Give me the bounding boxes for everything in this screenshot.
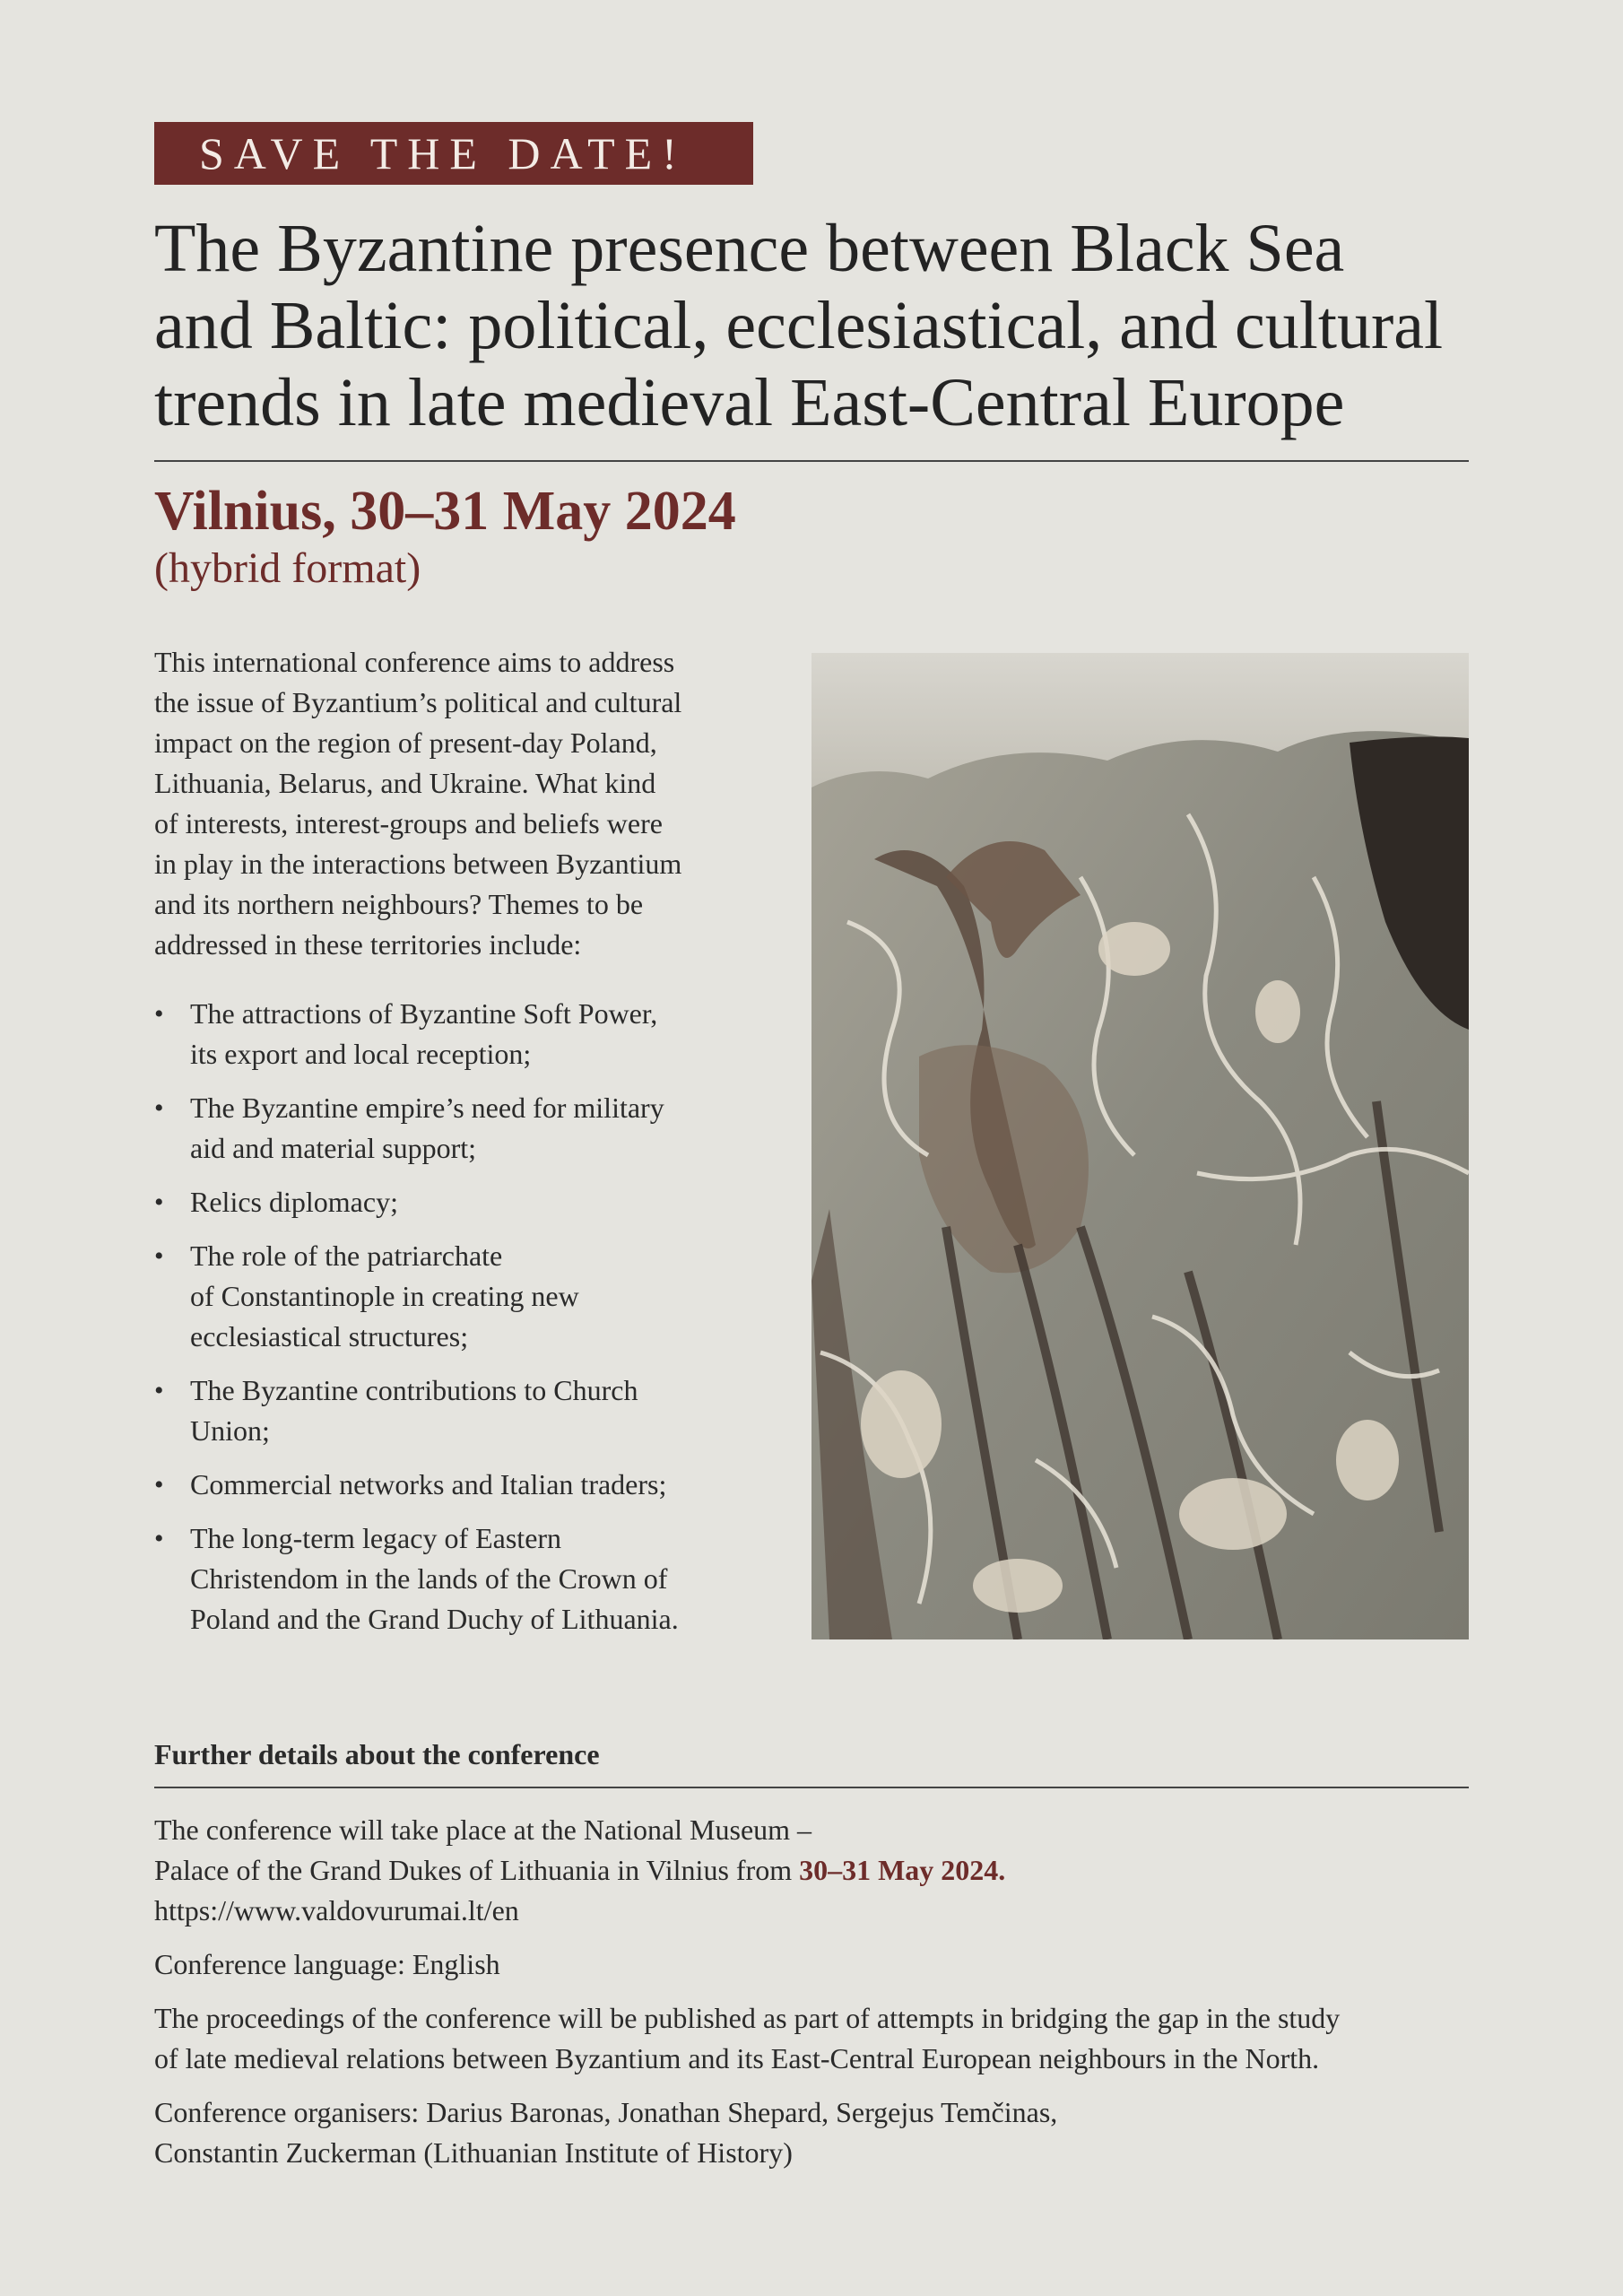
theme-line: The long-term legacy of Eastern bbox=[190, 1522, 562, 1554]
theme-line: Commercial networks and Italian traders; bbox=[190, 1468, 667, 1500]
venue-url[interactable]: https://www.valdovurumai.lt/en bbox=[154, 1894, 519, 1926]
bullet: • bbox=[154, 1241, 164, 1271]
divider bbox=[154, 460, 1469, 462]
theme-line: Poland and the Grand Duchy of Lithuania. bbox=[190, 1603, 679, 1635]
list-item bbox=[154, 1182, 782, 1222]
venue-date: 30–31 May 2024. bbox=[799, 1854, 1006, 1886]
intro-line: This international conference aims to address bbox=[154, 646, 675, 678]
theme-line: its export and local reception; bbox=[190, 1038, 532, 1070]
conference-title bbox=[154, 210, 1481, 441]
theme-line: Christendom in the lands of the Crown of bbox=[190, 1562, 668, 1595]
venue-line: Palace of the Grand Dukes of Lithuania in Vilnius from bbox=[154, 1854, 800, 1886]
list-item bbox=[154, 994, 782, 1074]
proceedings-paragraph bbox=[154, 1998, 1469, 2079]
bullet: • bbox=[154, 1376, 164, 1405]
list-item bbox=[154, 1088, 782, 1169]
intro-line: addressed in these territories include: bbox=[154, 928, 582, 961]
venue-line: The conference will take place at the National Museum – bbox=[154, 1813, 812, 1846]
proceedings-line: of late medieval relations between Byzantium and its East-Central European neighbours in the North. bbox=[154, 2042, 1320, 2074]
theme-line: aid and material support; bbox=[190, 1132, 477, 1164]
bullet: • bbox=[154, 1187, 164, 1217]
intro-line: and its northern neighbours? Themes to be bbox=[154, 888, 644, 920]
proceedings-line: The proceedings of the conference will be published as part of attempts in bridging the gap in the study bbox=[154, 2002, 1341, 2034]
intro-line: Lithuania, Belarus, and Ukraine. What kind bbox=[154, 767, 656, 799]
intro-line: the issue of Byzantium’s political and cultural bbox=[154, 686, 682, 718]
organisers-paragraph bbox=[154, 2092, 1469, 2173]
theme-line: The Byzantine empire’s need for military bbox=[190, 1091, 664, 1124]
details-section bbox=[154, 1810, 1469, 2187]
themes-list bbox=[154, 994, 782, 1653]
bullet: • bbox=[154, 999, 164, 1029]
intro-line: of interests, interest-groups and beliefs were bbox=[154, 807, 663, 839]
intro-line: in play in the interactions between Byzantium bbox=[154, 848, 682, 880]
theme-line: The attractions of Byzantine Soft Power, bbox=[190, 997, 658, 1030]
title-line: The Byzantine presence between Black Sea bbox=[154, 211, 1345, 286]
theme-line: The role of the patriarchate bbox=[190, 1239, 503, 1272]
save-the-date-banner: SAVE THE DATE! bbox=[154, 122, 753, 185]
list-item bbox=[154, 1518, 782, 1639]
bullet: • bbox=[154, 1470, 164, 1500]
fresco-icon bbox=[812, 653, 1469, 1639]
list-item bbox=[154, 1465, 782, 1505]
intro-paragraph bbox=[154, 642, 773, 965]
language-paragraph: Conference language: English bbox=[154, 1948, 500, 1980]
theme-line: of Constantinople in creating new bbox=[190, 1280, 579, 1312]
title-line: trends in late medieval East-Central Europe bbox=[154, 365, 1345, 440]
bullet: • bbox=[154, 1093, 164, 1123]
title-line: and Baltic: political, ecclesiastical, and cultural bbox=[154, 288, 1444, 363]
intro-line: impact on the region of present-day Poland, bbox=[154, 726, 657, 759]
theme-line: ecclesiastical structures; bbox=[190, 1320, 469, 1352]
further-details-heading: Further details about the conference bbox=[154, 1738, 600, 1770]
conference-format: (hybrid format) bbox=[154, 544, 421, 592]
venue-paragraph bbox=[154, 1810, 1469, 1931]
bullet: • bbox=[154, 1524, 164, 1553]
conference-date: Vilnius, 30–31 May 2024 bbox=[154, 481, 736, 542]
list-item bbox=[154, 1370, 782, 1451]
fresco-image bbox=[812, 653, 1469, 1639]
organisers-line: Conference organisers: Darius Baronas, Jonathan Shepard, Sergejus Temčinas, bbox=[154, 2096, 1058, 2128]
organisers-line: Constantin Zuckerman (Lithuanian Institute of History) bbox=[154, 2136, 793, 2169]
theme-line: Relics diplomacy; bbox=[190, 1186, 398, 1218]
theme-line: The Byzantine contributions to Church bbox=[190, 1374, 638, 1406]
list-item bbox=[154, 1236, 782, 1357]
theme-line: Union; bbox=[190, 1414, 270, 1447]
divider bbox=[154, 1787, 1469, 1788]
